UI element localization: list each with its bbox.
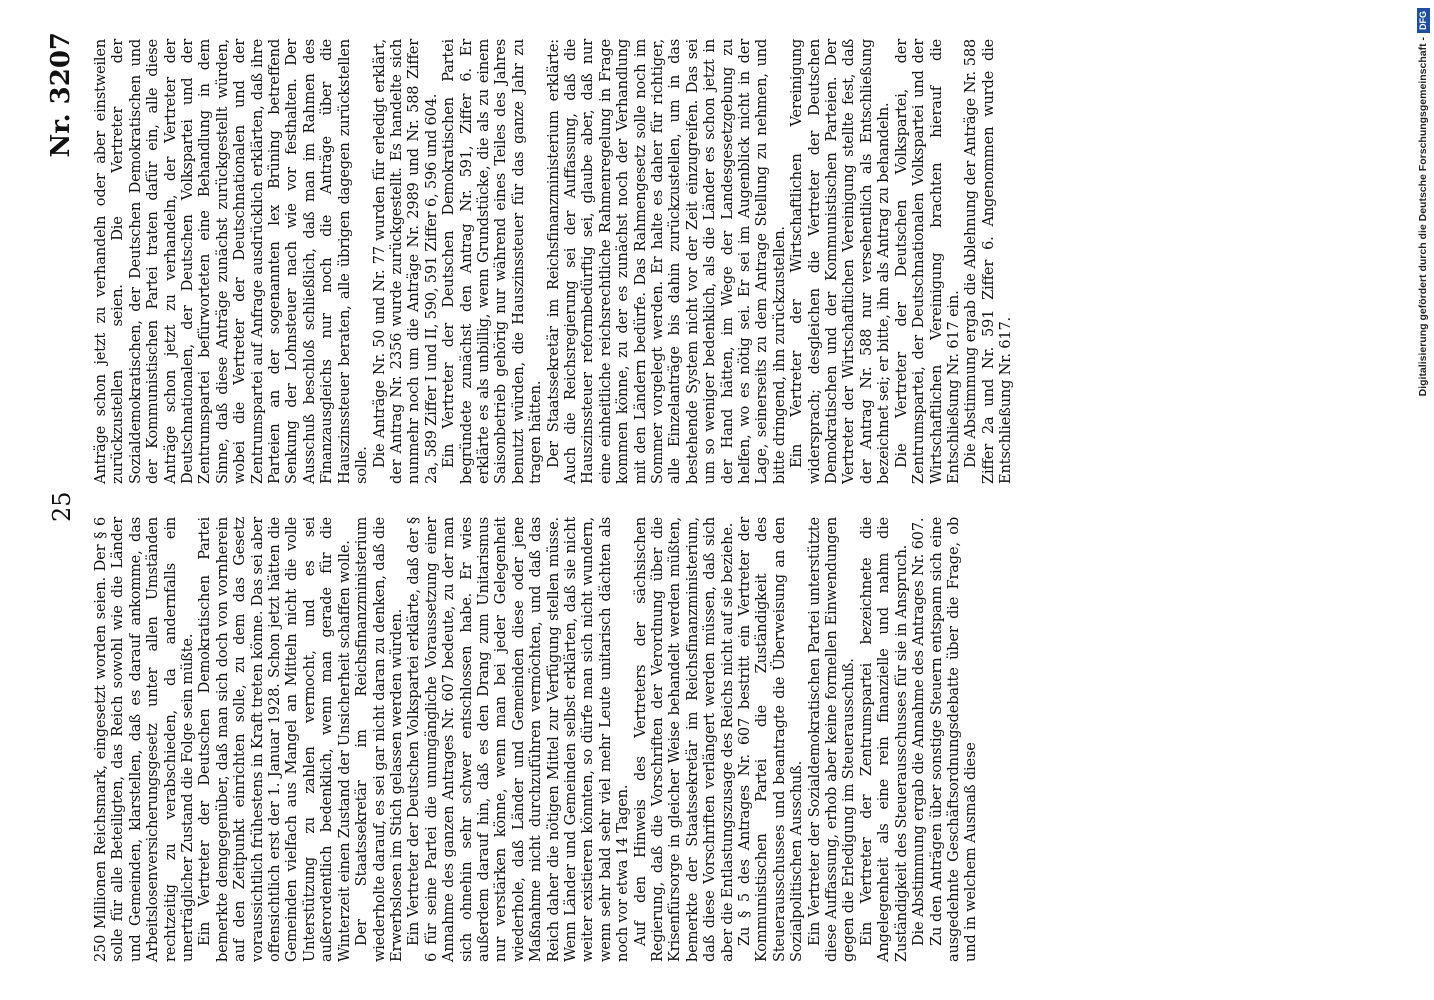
rotated-document-page [40,32,1380,962]
paragraph: Ein Vertreter der Deutschen Demokratischen Partei bemerkte demgegenüber, daß man sich doch von vornherein auf den Zeitpunkt einrichten solle, zu dem das Gesetz voraussichtlich frühestens in Kraft treten könne. Das sei aber offensichtlich erst der 1. Januar 1928. Schon jetzt hätten die Gemeinden vielfach aus Mangel an Mitteln nicht die volle Unterstützung zu zahlen vermocht, und es sei außerordentlich bedenklich, wenn man gerade für die Winterzeit einen Zustand der Unsicherheit schaffen wolle. [196,517,353,962]
paragraph: Ein Vertreter der Deutschen Volkspartei erklärte, daß der § 6 für seine Partei die unumgängliche Voraussetzung einer Annahme des ganzen Antrages Nr. 607 bedeute, zu der man sich ohnehin sehr schwer entschlossen habe. Er wies außerdem darauf hin, daß es den Drang zum Unitarismus nur verstärken könne, wenn man bei jeder Gelegenheit wiederhole, daß Länder und Gemeinden diese oder jene Maßnahme nicht durchzuführen vermöchten, und daß das Reich daher die nötigen Mittel zur Verfügung stellen müsse. Wenn Länder und Gemeinden selbst erklärten, daß sie nicht weiter existieren könnten, so dürfe man sich nicht wundern, wenn sehr bald sehr viel mehr Leute unitarisch dächten als noch vor etwa 14 Tagen. [405,517,632,962]
digitization-credit-sidebar [1415,8,1431,998]
page-header [40,32,92,962]
paragraph: Die Anträge Nr. 50 und Nr. 77 wurden für erledigt erklärt, der Antrag Nr. 2356 wurde zurückgestellt. Es handelte sich nunmehr noch um die Anträge Nr. 2989 und Nr. 588 Ziffer 2a, 589 Ziffer I und II, 590, 591 Ziffer 6, 596 und 604. [370,39,440,484]
paragraph: Die Abstimmung ergab die Annahme des Antrages Nr. 607. [910,517,928,946]
paragraph: Ein Vertreter der Zentrumspartei bezeichnete die Angelegenheit als eine rein finanzielle und nahm die Zuständigkeit des Steuerausschusses für sie in Anspruch. [857,517,910,962]
paragraph: Ein Vertreter der Deutschen Demokratischen Partei begründete zunächst den Antrag Nr. 591, Ziffer 6. Er erklärte es als unbillig, wenn Grundstücke, die als zu einem Saisonbetrieb gehörig nur während eines Teiles des Jahres benutzt würden, die Hauszinssteuer für das ganze Jahr zu tragen hätten. [440,39,545,484]
paragraph: Ein Vertreter der Sozialdemokratischen Partei unterstützte diese Auffassung, erhob aber keine formellen Einwendungen gegen die Erledigung im Steuerausschuß. [805,517,858,962]
right-text-column [92,39,1015,484]
paragraph: Der Staatssekretär im Reichsfinanzministerium erklärte: Auch die Reichsregierung sei der Auffassung, daß die Hauszinssteuer reformbedürftig sei, glaube aber, daß nur eine einheitliche reichsrechtliche Rahmenregelung in Frage kommen könne, zu der es zunächst noch der Verhandlung mit den Ländern bedürfe. Das Rahmengesetz solle noch im Sommer vorgelegt werden. Er halte es daher für richtiger, alle Einzelanträge bis dahin zurückzustellen, um in das bestehende System nicht vor der Zeit einzugreifen. Das sei um so weniger bedenklich, als die Länder es schon jetzt in der Hand hätten, im Wege der Landesgesetzgebung zu helfen, wo es nötig sei. Er sei im Augenblick nicht in der Lage, seinerseits zu dem Antrage Stellung zu nehmen, und bitte dringend, ihn zurückzustellen. [544,39,788,484]
paragraph: Ein Vertreter der Wirtschaftlichen Vereinigung widersprach; desgleichen die Vertreter der Deutschen Demokratischen und der Kommunistischen Parteien. Der Vertreter der Wirtschaftlichen Vereinigung stellte fest, daß der Antrag Nr. 588 nur versehentlich als Entschließung bezeichnet sei; er bitte, ihn als Antrag zu behandeln. [788,39,893,484]
page-number: 25 [48,491,76,522]
paragraph: 250 Millionen Reichsmark, eingesetzt worden seien. Der § 6 solle für alle Beteiligten, das Reich sowohl wie die Länder und Gemeinden, klarstellen, daß es darauf ankomme, das Arbeitslosenversicherungsgesetz unter allen Umständen rechtzeitig zu verabschieden, da andernfalls ein unerträglicher Zustand die Folge sein müßte. [92,517,197,962]
credit-text: Digitalisierung gefördert durch die Deutsche Forschungsgemeinschaft - [1417,37,1429,397]
paragraph: Anträge schon jetzt zu verhandeln oder aber einstweilen zurückzustellen seien. Die Vertreter der Sozialdemokratischen, der Deutschen Demokratischen und der Kommunistischen Partei traten dafür ein, alle diese Anträge schon jetzt zu verhandeln, der Vertreter der Deutschnationalen, der Deutschen Volkspartei und der Zentrumspartei befürworteten eine Behandlung in dem Sinne, daß diese Anträge zunächst zurückgestellt würden, wobei die Vertreter der Deutschnationalen und der Zentrumspartei auf Anfrage ausdrücklich erklärten, daß ihre Parteien an der sogenannten lex Brüning betreffend Senkung der Lohnsteuer nach wie vor festhalten. Der Ausschuß beschloß schließlich, daß man im Rahmen des Finanzausgleichs nur noch die Anträge über die Hauszinssteuer beraten, alle übrigen dagegen zurückstellen solle. [92,39,371,484]
paragraph: Zu den Anträgen über sonstige Steuern entspann sich eine ausgedehnte Geschäftsordnungsdebatte über die Frage, ob und in welchem Ausmaß diese [927,517,980,962]
paragraph: Die Abstimmung ergab die Ablehnung der Anträge Nr. 588 Ziffer 2a und Nr. 591 Ziffer 6. Angenommen wurde die Entschließung Nr. 617. [962,39,1015,484]
digitization-credit [1415,8,1431,998]
document-number: Nr. 3207 [46,32,76,158]
left-text-column [92,517,980,962]
paragraph: Auf den Hinweis des Vertreters der sächsischen Regierung, daß die Vorschriften der Verordnung über die Krisenfürsorge in gleicher Weise behandelt werden müßten, bemerkte der Staatssekretär im Reichsfinanzministerium, daß diese Vorschriften verlängert werden müssen, daß sich aber die Entlastungszusage des Reichs nicht auf sie beziehe. [631,517,736,962]
paragraph: Der Staatssekretär im Reichsfinanzministerium wiederholte darauf, es sei gar nicht daran zu denken, daß die Erwerbslosen im Stich gelassen werden würden. [353,517,405,962]
paragraph: Zu § 5 des Antrages Nr. 607 bestritt ein Vertreter der Kommunistischen Partei die Zuständigkeit des Steuerausschusses und beantragte die Überweisung an den Sozialpolitischen Ausschuß. [736,517,806,962]
dfg-logo: DFG [1417,8,1430,33]
paragraph: Die Vertreter der Deutschen Volkspartei, der Zentrumspartei, der Deutschnationalen Volkspartei und der Wirtschaftlichen Vereinigung brachten hierauf die Entschließung Nr. 617 ein. [892,39,962,484]
